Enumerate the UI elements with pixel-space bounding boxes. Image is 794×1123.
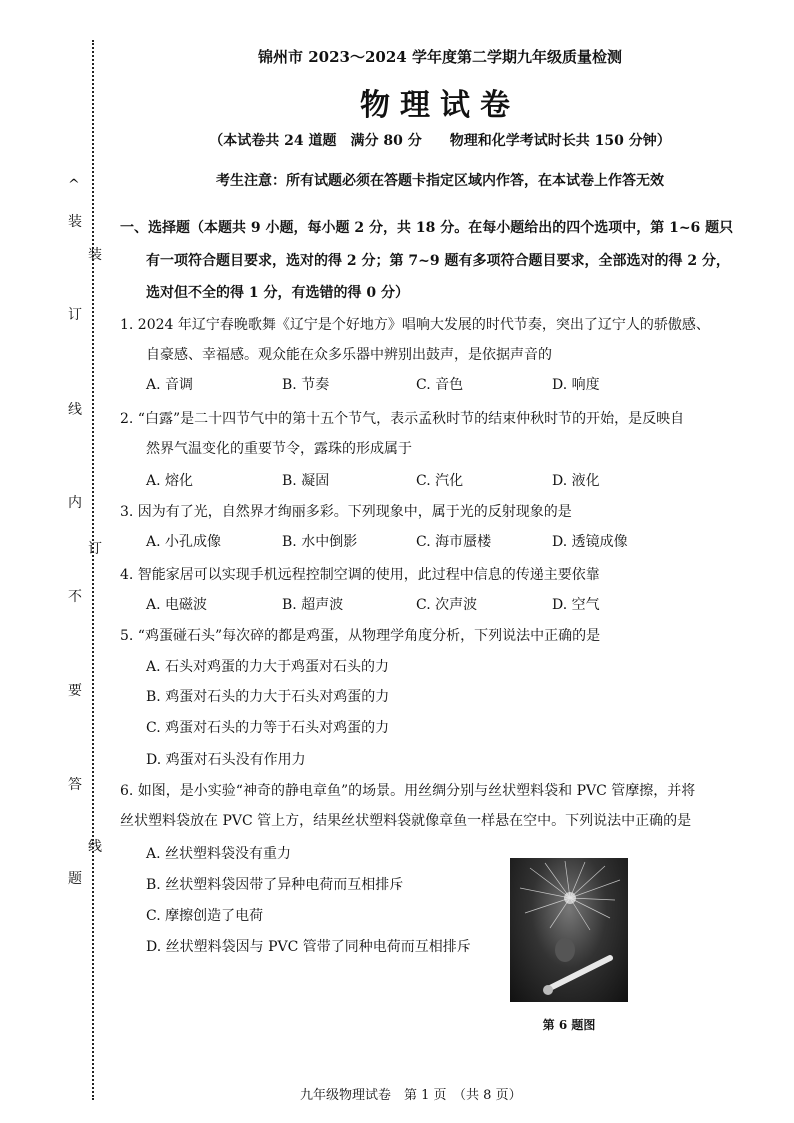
question-2-option-c: C. 汽化	[416, 473, 464, 489]
figure-caption: 第 6 题图	[542, 1018, 596, 1032]
margin-label: 装	[68, 214, 82, 230]
question-5-text: 5. “鸡蛋碰石头”每次碎的都是鸡蛋，从物理学角度分析，下列说法中正确的是	[120, 628, 601, 644]
question-4-option-a: A. 电磁波	[146, 597, 208, 613]
question-3-text: 3. 因为有了光，自然界才绚丽多彩。下列现象中，属于光的反射现象的是	[120, 504, 572, 520]
question-5-option-c: C. 鸡蛋对石头的力等于石头对鸡蛋的力	[146, 720, 390, 736]
static-octopus-photo	[510, 858, 628, 1002]
question-1-option-a: A. 音调	[146, 377, 194, 393]
question-4-option-b: B. 超声波	[282, 597, 344, 613]
exam-info: （本试卷共 24 道题 满分 80 分 物理和化学考试时长共 150 分钟）	[209, 133, 671, 149]
question-5-option-a: A. 石头对鸡蛋的力大于鸡蛋对石头的力	[146, 659, 390, 675]
question-4-option-c: C. 次声波	[416, 597, 478, 613]
margin-label: 内	[68, 495, 82, 511]
margin-inner-label: 订	[88, 541, 102, 557]
exam-name: 锦州市 2023～2024 学年度第二学期九年级质量检测	[258, 48, 622, 66]
section-heading: 选对但不全的得 1 分，有选错的得 0 分）	[146, 285, 409, 301]
margin-label: 线	[68, 402, 82, 418]
page-footer: 九年级物理试卷 第 1 页 （共 8 页）	[300, 1088, 522, 1103]
margin-inner-label: 线	[88, 839, 102, 855]
exam-notice: 考生注意：所有试题必须在答题卡指定区域内作答，在本试卷上作答无效	[216, 173, 664, 189]
page-title: 物理试卷	[360, 88, 520, 123]
margin-label: 订	[68, 307, 82, 323]
question-6-option-d: D. 丝状塑料袋因与 PVC 管带了同种电荷而互相排斥	[146, 939, 471, 955]
question-4-text: 4. 智能家居可以实现手机远程控制空调的使用，此过程中信息的传递主要依靠	[120, 567, 600, 583]
question-5-option-d: D. 鸡蛋对石头没有作用力	[146, 752, 306, 768]
question-4-option-d: D. 空气	[552, 597, 600, 613]
static-octopus-illustration	[510, 858, 628, 1002]
question-6-text: 6. 如图，是小实验“神奇的静电章鱼”的场景。用丝绸分别与丝状塑料袋和 PVC 管摩擦，并将	[120, 783, 696, 799]
question-6-option-a: A. 丝状塑料袋没有重力	[146, 846, 292, 862]
margin-label: 题	[68, 871, 82, 887]
margin-label: 答	[68, 777, 82, 793]
question-5-option-b: B. 鸡蛋对石头的力大于石头对鸡蛋的力	[146, 689, 390, 705]
question-2-text: 2. “白露”是二十四节气中的第十五个节气，表示孟秋时节的结束仲秋时节的开始，是反映自	[120, 411, 685, 427]
margin-inner-label: 装	[88, 247, 102, 263]
question-3-option-c: C. 海市蜃楼	[416, 534, 492, 550]
question-3-option-b: B. 水中倒影	[282, 534, 358, 550]
margin-label: 不	[68, 589, 82, 605]
margin-label: 要	[68, 683, 82, 699]
binding-dotted-line	[92, 40, 94, 1100]
question-1-text: 自豪感、幸福感。观众能在众多乐器中辨别出鼓声，是依据声音的	[146, 347, 552, 363]
question-6-option-c: C. 摩擦创造了电荷	[146, 908, 264, 924]
question-1-option-b: B. 节奏	[282, 377, 330, 393]
question-6-option-b: B. 丝状塑料袋因带了异种电荷而互相排斥	[146, 877, 404, 893]
question-1-option-d: D. 响度	[552, 377, 600, 393]
section-heading: 有一项符合题目要求，选对的得 2 分；第 7~9 题有多项符合题目要求，全部选对的得 2 分，	[146, 253, 730, 269]
question-1-text: 1. 2024 年辽宁春晚歌舞《辽宁是个好地方》唱响大发展的时代节奏，突出了辽宁人的骄傲感、	[120, 317, 710, 333]
margin-label: ^	[68, 177, 80, 193]
question-6-text: 丝状塑料袋放在 PVC 管上方，结果丝状塑料袋就像章鱼一样悬在空中。下列说法中正确的是	[120, 813, 692, 829]
question-2-option-d: D. 液化	[552, 473, 600, 489]
question-2-text: 然界气温变化的重要节令，露珠的形成属于	[146, 441, 412, 457]
question-2-option-b: B. 凝固	[282, 473, 330, 489]
question-3-option-a: A. 小孔成像	[146, 534, 222, 550]
question-3-option-d: D. 透镜成像	[552, 534, 628, 550]
question-1-option-c: C. 音色	[416, 377, 464, 393]
section-heading: 一、选择题（本题共 9 小题，每小题 2 分，共 18 分。在每小题给出的四个选项中，第 1~6 题只	[120, 220, 734, 236]
question-2-option-a: A. 熔化	[146, 473, 194, 489]
